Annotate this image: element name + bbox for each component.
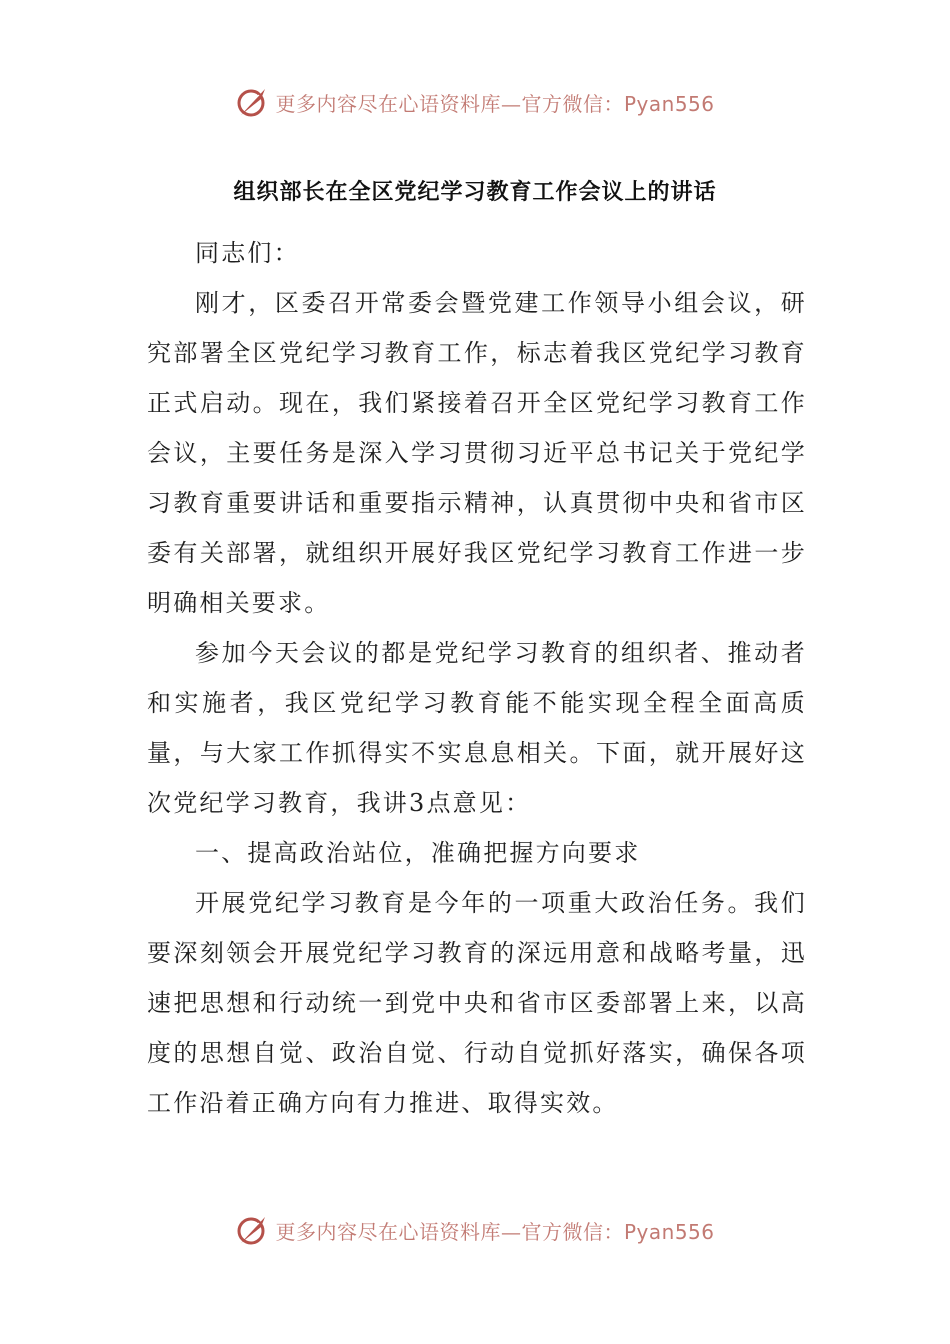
paragraph: 刚才，区委召开常委会暨党建工作领导小组会议，研究部署全区党纪学习教育工作，标志着我区党纪学习教育正式启动。现在，我们紧接着召开全区党纪学习教育工作会议，主要任务是深入学习贯彻习近平总书记关于党纪学习教育重要讲话和重要指示精神，认真贯彻中央和省市区委有关部署，就组织开展好我区党纪学习教育工作进一步明确相关要求。 bbox=[147, 289, 807, 617]
wechat-id: Pyan556 bbox=[623, 91, 715, 116]
document-body bbox=[147, 228, 807, 1128]
footer-watermark-banner bbox=[0, 1208, 950, 1252]
paragraph: 开展党纪学习教育是今年的一项重大政治任务。我们要深刻领会开展党纪学习教育的深远用意和战略考量，迅速把思想和行动统一到党中央和省市区委部署上来，以高度的思想自觉、政治自觉、行动自觉抓好落实，确保各项工作沿着正确方向有力推进、取得实效。 bbox=[147, 889, 807, 1117]
watermark-text: 更多内容尽在心语资料库—官方微信：Pyan556 bbox=[275, 91, 715, 116]
quill-pen-logo-icon bbox=[235, 1213, 269, 1247]
watermark-text: 更多内容尽在心语资料库—官方微信：Pyan556 bbox=[275, 1219, 715, 1244]
document-title: 组织部长在全区党纪学习教育工作会议上的讲话 bbox=[233, 180, 717, 205]
paragraph: 参加今天会议的都是党纪学习教育的组织者、推动者和实施者，我区党纪学习教育能不能实现全程全面高质量，与大家工作抓得实不实息息相关。下面，就开展好这次党纪学习教育，我讲3点意见： bbox=[147, 639, 807, 817]
section-heading: 一、提高政治站位，准确把握方向要求 bbox=[195, 839, 641, 867]
quill-pen-logo-icon bbox=[235, 85, 269, 119]
salutation: 同志们： bbox=[195, 239, 300, 267]
wechat-id: Pyan556 bbox=[623, 1219, 715, 1244]
header-watermark-banner bbox=[0, 80, 950, 124]
